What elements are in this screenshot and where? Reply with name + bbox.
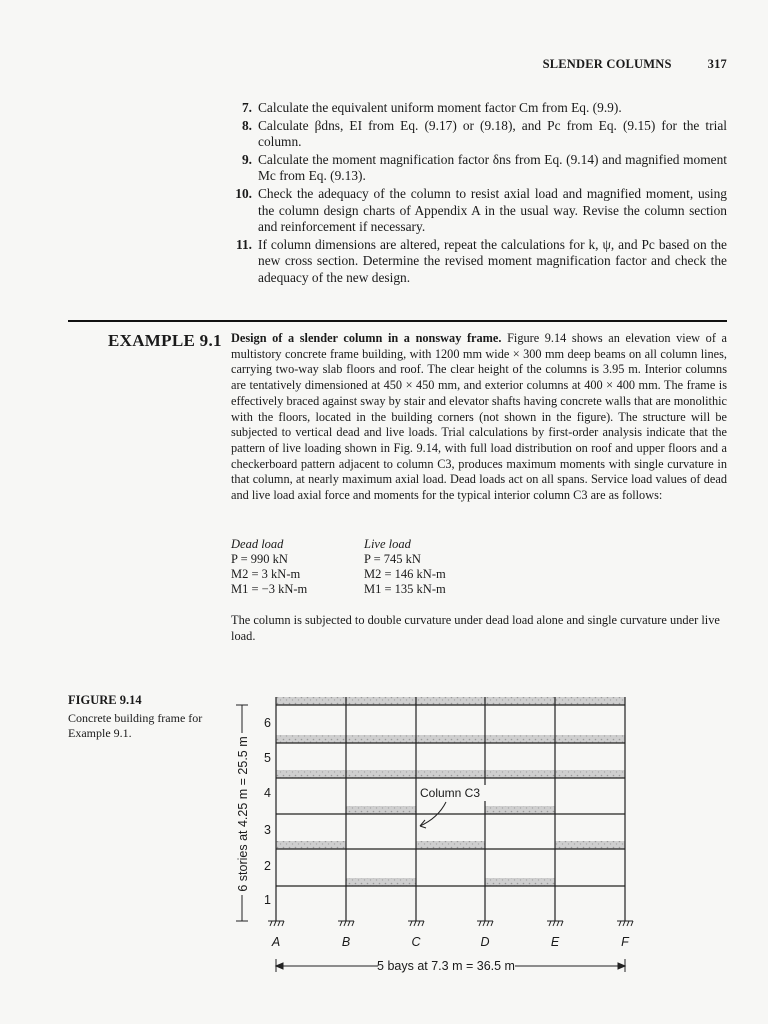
vertical-dimension-label: 6 stories at 4.25 m = 25.5 m: [236, 736, 250, 892]
figure-label: FIGURE 9.14: [68, 693, 142, 707]
step-item: 7. Calculate the equivalent uniform moment factor Cm from Eq. (9.9).: [241, 100, 622, 115]
fixed-supports: [268, 921, 633, 926]
column-lines: [276, 697, 625, 921]
page-number: 317: [707, 57, 727, 71]
story-label: 4: [264, 786, 271, 800]
dead-load-column: Dead load P = 990 kN M2 = 3 kN-m M1 = −3 kN-m: [231, 537, 308, 596]
story-label: 6: [264, 716, 271, 730]
example-text: Figure 9.14 shows an elevation view of a multistory concrete frame building, with 1200 mm wide × 300 mm deep beams on all column lines, carrying two-way slab floors and roof. The clear height of the columns is 3.95 m. Interior columns are tentatively dimensioned at 450 × 450 mm, and exterior columns at 400 × 400 mm. The frame is effectively braced against sway by stair and elevator shafts having concrete walls that are monolithic with the floors, located in the building corners (not shown in the figure). The structure will be subjected to vertical dead and live loads. Trial calculations by first-order analysis indicate that the pattern of live loading shown in Fig. 9.14, with full load distribution on roof and upper floors and a checkerboard pattern adjacent to column C3, produces maximum moments with single curvature in that column, at nearly maximum axial load. Dead loads act on all spans. Service load values of dead and live load axial force and moments for the typical interior column C3 are as follows:: [231, 331, 727, 503]
column-line-labels: [271, 935, 630, 949]
column-line-label: D: [480, 935, 490, 949]
example-closing: The column is subjected to double curvature under dead load alone and single curvature under live load.: [231, 613, 720, 643]
step-item: 11. If column dimensions are altered, repeat the calculations for k, ψ, and Pc based on the new cross section. Determine the revised moment magnification factor and check the adequacy of the new design.: [236, 236, 727, 285]
story-label: 3: [264, 823, 271, 837]
story-labels: [264, 716, 271, 907]
step-item: 8. Calculate βdns, EI from Eq. (9.17) or (9.18), and Pc from Eq. (9.15) for the trial column.: [241, 117, 727, 150]
chapter-title: SLENDER COLUMNS: [542, 57, 672, 71]
column-line-label: E: [550, 935, 560, 949]
step-item: 10. Check the adequacy of the column to resist axial load and magnified moment, using the column design charts of Appendix A in the usual way. Revise the column section and reinforcement if necessary.: [235, 185, 727, 235]
column-line-label: A: [271, 935, 281, 949]
example-lead: Design of a slender column in a nonsway frame.: [231, 331, 502, 345]
example-label: EXAMPLE 9.1: [108, 331, 222, 350]
column-c3-callout: Column C3: [420, 786, 481, 800]
story-label: 1: [264, 893, 271, 907]
horizontal-dimension-label: 5 bays at 7.3 m = 36.5 m: [377, 959, 515, 973]
live-load-column: Live load P = 745 kN M2 = 146 kN-m M1 = 135 kN-m: [364, 537, 446, 596]
step-item: 9. Calculate the moment magnification factor δns from Eq. (9.14) and magnified moment Mc from Eq. (9.13).: [241, 151, 727, 184]
column-line-label: F: [621, 935, 629, 949]
story-label: 5: [264, 751, 271, 765]
column-line-label: B: [341, 935, 351, 949]
story-label: 2: [264, 859, 271, 873]
figure-caption: Concrete building frame for Example 9.1.: [68, 711, 203, 740]
column-line-label: C: [411, 935, 421, 949]
